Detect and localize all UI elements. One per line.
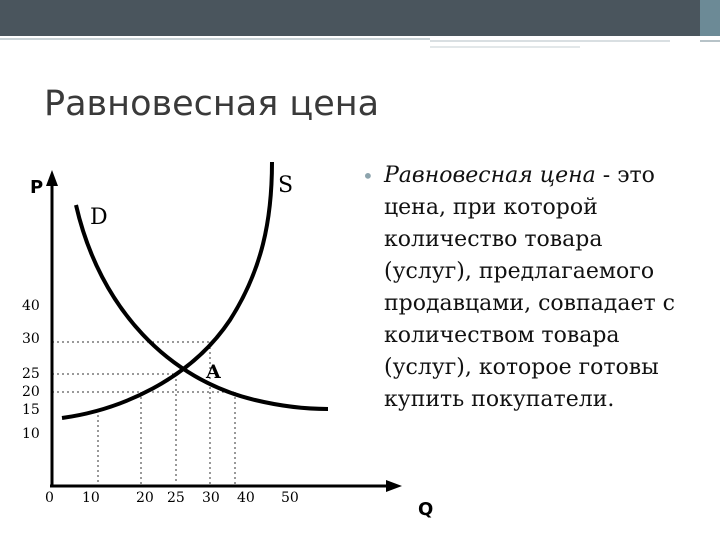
y-tick-label: 15: [22, 402, 40, 418]
x-axis-label: Q: [418, 499, 434, 520]
x-tick-label: 50: [281, 490, 299, 506]
definition-term: Равновесная цена: [384, 163, 596, 188]
decor-stripe: [700, 40, 720, 42]
y-tick-label: 20: [22, 384, 40, 400]
y-tick-label: 10: [22, 426, 40, 442]
slide-title: Равновесная цена: [44, 84, 380, 124]
demand-curve: [76, 205, 328, 409]
top-bar-dark: [0, 0, 700, 36]
y-tick-label: 40: [22, 298, 40, 314]
definition-body: это цена, при которой количество товара (услуг), предлагаемого продавцами, совпадает с количеством товара (услуг), которое готовы купить покупатели.: [384, 163, 675, 412]
x-tick-label: 30: [202, 490, 220, 506]
definition-bullet: [362, 160, 682, 416]
y-axis-arrow: [46, 170, 58, 186]
definition-text: [384, 160, 682, 416]
definition-dash: -: [595, 163, 611, 188]
decor-stripe: [430, 40, 670, 42]
y-tick-label: 30: [22, 331, 40, 347]
supply-curve: [62, 162, 272, 418]
equilibrium-label: A: [206, 361, 221, 383]
x-tick-label: 25: [167, 490, 185, 506]
x-axis-arrow: [386, 480, 402, 492]
y-tick-label: 25: [22, 366, 40, 382]
x-tick-label: 10: [82, 490, 100, 506]
supply-label: S: [278, 173, 294, 198]
x-tick-label: 20: [136, 490, 154, 506]
top-bar: [0, 0, 720, 36]
decor-stripe: [430, 46, 580, 48]
y-axis-label: P: [30, 177, 44, 198]
bullet-dot-icon: •: [362, 164, 374, 188]
x-tick-label: 0: [45, 490, 54, 506]
demand-label: D: [90, 205, 108, 230]
x-tick-label: 40: [237, 490, 255, 506]
top-bar-accent: [700, 0, 720, 36]
decor-stripe: [0, 38, 430, 40]
